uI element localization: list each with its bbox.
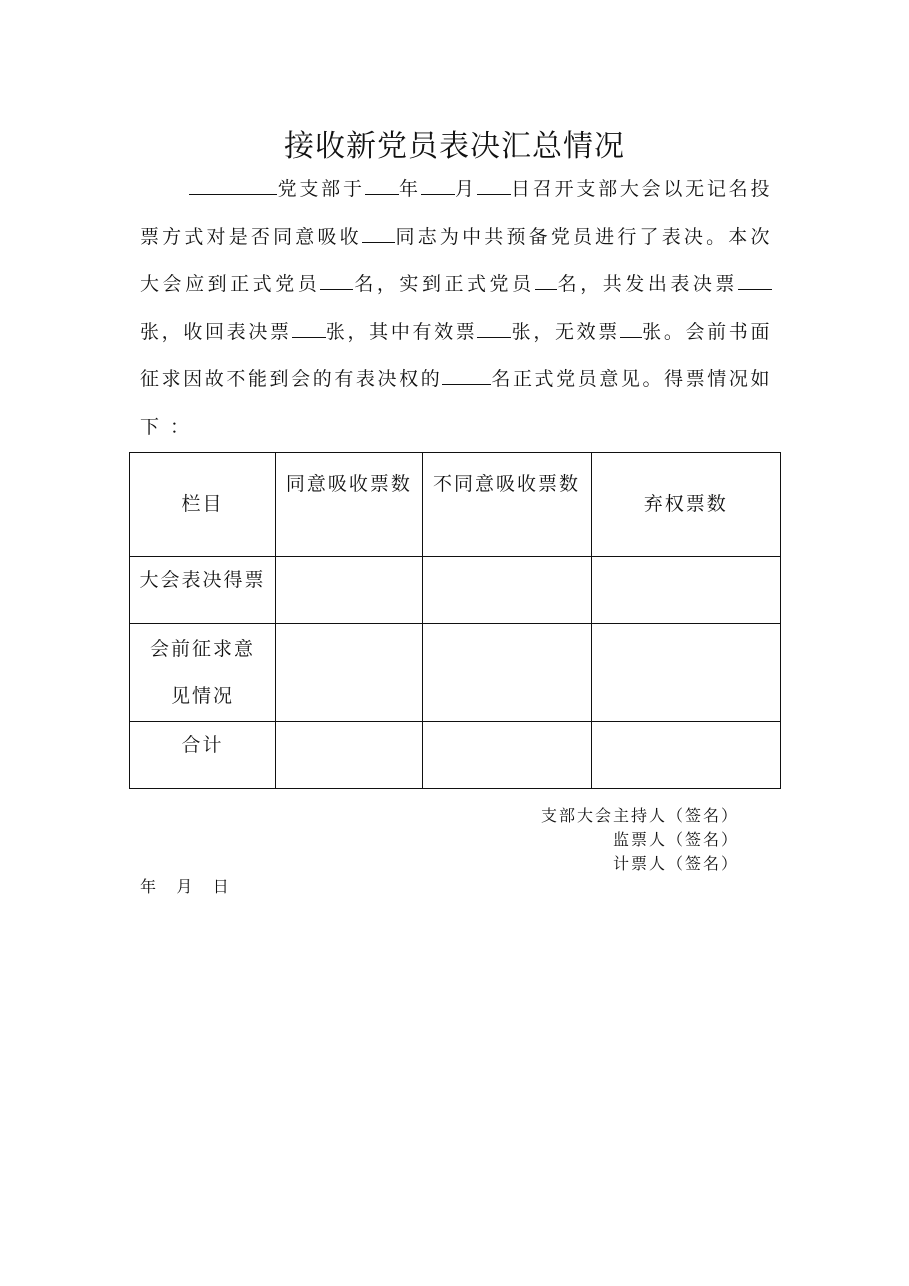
table-row: [130, 624, 781, 722]
row-label: 合计: [130, 722, 276, 789]
counter-signature-line: 计票人（签名）: [613, 854, 740, 873]
header-agree: 同意吸收票数: [276, 453, 423, 557]
para-text: 张，其中有效票: [325, 320, 478, 343]
invalid-ballots-blank[interactable]: [620, 316, 642, 338]
para-text: 同志为中共预备党员进行了表决。本次大会应到正式党员: [140, 225, 772, 295]
date-line: 年 月 日: [140, 877, 229, 896]
table-row: [130, 722, 781, 789]
para-text: 名正式党员意见。得票情况如下 ：: [140, 368, 772, 438]
para-text: 月: [454, 178, 477, 200]
table-cell[interactable]: [422, 722, 591, 789]
table-cell[interactable]: [422, 624, 591, 722]
para-text: 名，共发出表决票: [556, 273, 738, 295]
month-blank[interactable]: [421, 173, 455, 195]
header-abstain: 弃权票数: [591, 453, 780, 557]
row-label: 会前征求意见情况: [130, 624, 276, 722]
expected-members-blank[interactable]: [320, 268, 353, 290]
table-cell[interactable]: [276, 624, 423, 722]
resolution-paragraph: [140, 166, 772, 451]
host-signature-line: 支部大会主持人（签名）: [541, 806, 740, 825]
document-title: 接收新党员表决汇总情况: [284, 129, 625, 164]
table-cell[interactable]: [422, 557, 591, 624]
absent-members-blank[interactable]: [442, 363, 491, 385]
returned-ballots-blank[interactable]: [292, 316, 326, 338]
header-disagree: 不同意吸收票数: [422, 453, 591, 557]
vote-summary-table: [129, 452, 781, 789]
issued-ballots-blank[interactable]: [738, 268, 772, 290]
para-text: 名，实到正式党员: [353, 273, 535, 295]
table-cell[interactable]: [591, 722, 780, 789]
table-row: [130, 557, 781, 624]
candidate-name-blank[interactable]: [362, 221, 395, 243]
table-cell[interactable]: [591, 557, 780, 624]
para-text: 日召开支部大会以无记名投票方式对是否同意吸收: [140, 178, 772, 248]
para-text: 张，无效票: [511, 320, 620, 343]
para-text: 党支部于: [277, 178, 365, 200]
branch-name-blank[interactable]: [189, 173, 277, 195]
table-cell[interactable]: [276, 557, 423, 624]
monitor-signature-line: 监票人（签名）: [613, 830, 740, 849]
para-text: 张，收回表决票: [140, 320, 292, 343]
table-cell[interactable]: [591, 624, 780, 722]
table-cell[interactable]: [276, 722, 423, 789]
para-text: 年: [398, 178, 421, 200]
table-header-row: [130, 453, 781, 557]
header-item: 栏目: [130, 453, 276, 557]
row-label: 大会表决得票: [130, 557, 276, 624]
valid-ballots-blank[interactable]: [477, 316, 511, 338]
day-blank[interactable]: [477, 173, 511, 195]
para-text: 张。会前书面征求因故不能到会的有表决权的: [140, 320, 772, 390]
attended-members-blank[interactable]: [535, 268, 557, 290]
year-blank[interactable]: [365, 173, 399, 195]
